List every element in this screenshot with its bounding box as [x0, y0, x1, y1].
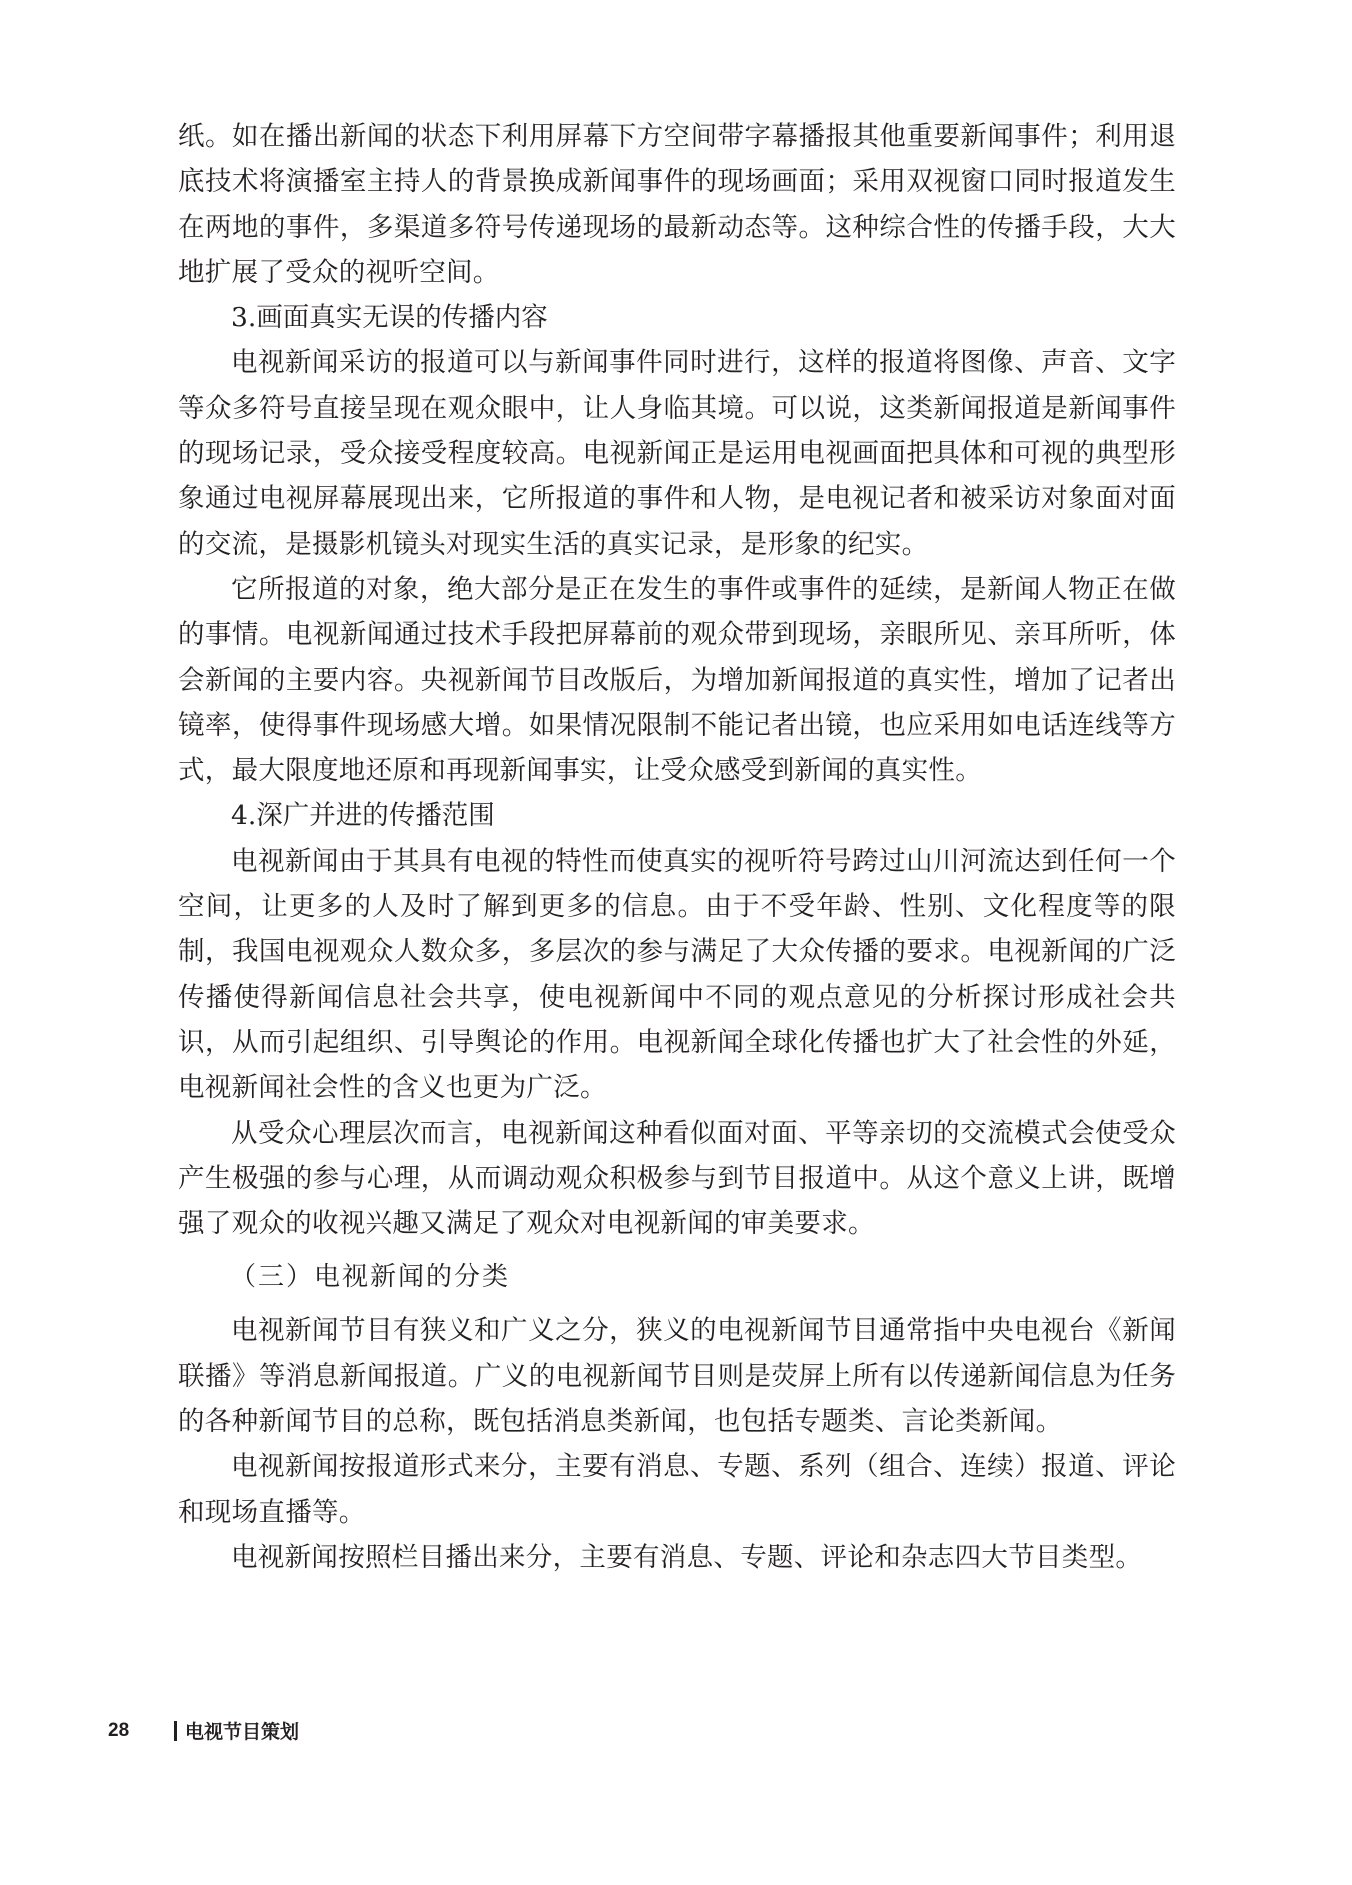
subheading-3: 3.画面真实无误的传播内容	[231, 302, 548, 334]
paragraph: 电视新闻由于其具有电视的特性而使真实的视听符号跨过山川河流达到任何一个空间，让更多的人及时了解到更多的信息。由于不受年龄、性别、文化程度等的限制，我国电视观众人数众多，多层次的参与满足了大众传播的要求。电视新闻的广泛传播使得新闻信息社会共享，使电视新闻中不同的观点意见的分析探讨形成社会共识，从而引起组织、引导舆论的作用。电视新闻全球化传播也扩大了社会性的外延，电视新闻社会性的含义也更为广泛。	[178, 845, 1176, 1104]
paragraph: 电视新闻按报道形式来分，主要有消息、专题、系列（组合、连续）报道、评论和现场直播等。	[178, 1451, 1176, 1528]
paragraph: 电视新闻按照栏目播出来分，主要有消息、专题、评论和杂志四大节目类型。	[231, 1541, 1143, 1573]
paragraph-continuation: 纸。如在播出新闻的状态下利用屏幕下方空间带字幕播报其他重要新闻事件；利用退底技术将演播室主持人的背景换成新闻事件的现场画面；采用双视窗口同时报道发生在两地的事件，多渠道多符号传递现场的最新动态等。这种综合性的传播手段，大大地扩展了受众的视听空间。	[178, 121, 1176, 288]
paragraph: 电视新闻采访的报道可以与新闻事件同时进行，这样的报道将图像、声音、文字等众多符号直接呈现在观众眼中，让人身临其境。可以说，这类新闻报道是新闻事件的现场记录，受众接受程度较高。电视新闻正是运用电视画面把具体和可视的典型形象通过电视屏幕展现出来，它所报道的事件和人物，是电视记者和被采访对象面对面的交流，是摄影机镜头对现实生活的真实记录，是形象的纪实。	[178, 347, 1176, 560]
page-body	[178, 114, 1176, 1580]
subheading-4: 4.深广并进的传播范围	[231, 800, 495, 832]
footer-divider	[174, 1721, 177, 1741]
paragraph: 电视新闻节目有狭义和广义之分，狭义的电视新闻节目通常指中央电视台《新闻联播》等消息新闻报道。广义的电视新闻节目则是荧屏上所有以传递新闻信息为任务的各种新闻节目的总称，既包括消息类新闻，也包括专题类、言论类新闻。	[178, 1315, 1176, 1438]
paragraph: 它所报道的对象，绝大部分是正在发生的事件或事件的延续，是新闻人物正在做的事情。电视新闻通过技术手段把屏幕前的观众带到现场，亲眼所见、亲耳所听，体会新闻的主要内容。央视新闻节目改版后，为增加新闻报道的真实性，增加了记者出镜率，使得事件现场感大增。如果情况限制不能记者出镜，也应采用如电话连线等方式，最大限度地还原和再现新闻事实，让受众感受到新闻的真实性。	[178, 573, 1176, 787]
book-title: 电视节目策划	[185, 1722, 300, 1743]
page-footer	[108, 1717, 299, 1744]
page-number: 28	[108, 1719, 130, 1741]
paragraph: 从受众心理层次而言，电视新闻这种看似面对面、平等亲切的交流模式会使受众产生极强的参与心理，从而调动观众积极参与到节目报道中。从这个意义上讲，既增强了观众的收视兴趣又满足了观众对电视新闻的审美要求。	[178, 1117, 1176, 1240]
section-heading: （三）电视新闻的分类	[230, 1262, 511, 1293]
